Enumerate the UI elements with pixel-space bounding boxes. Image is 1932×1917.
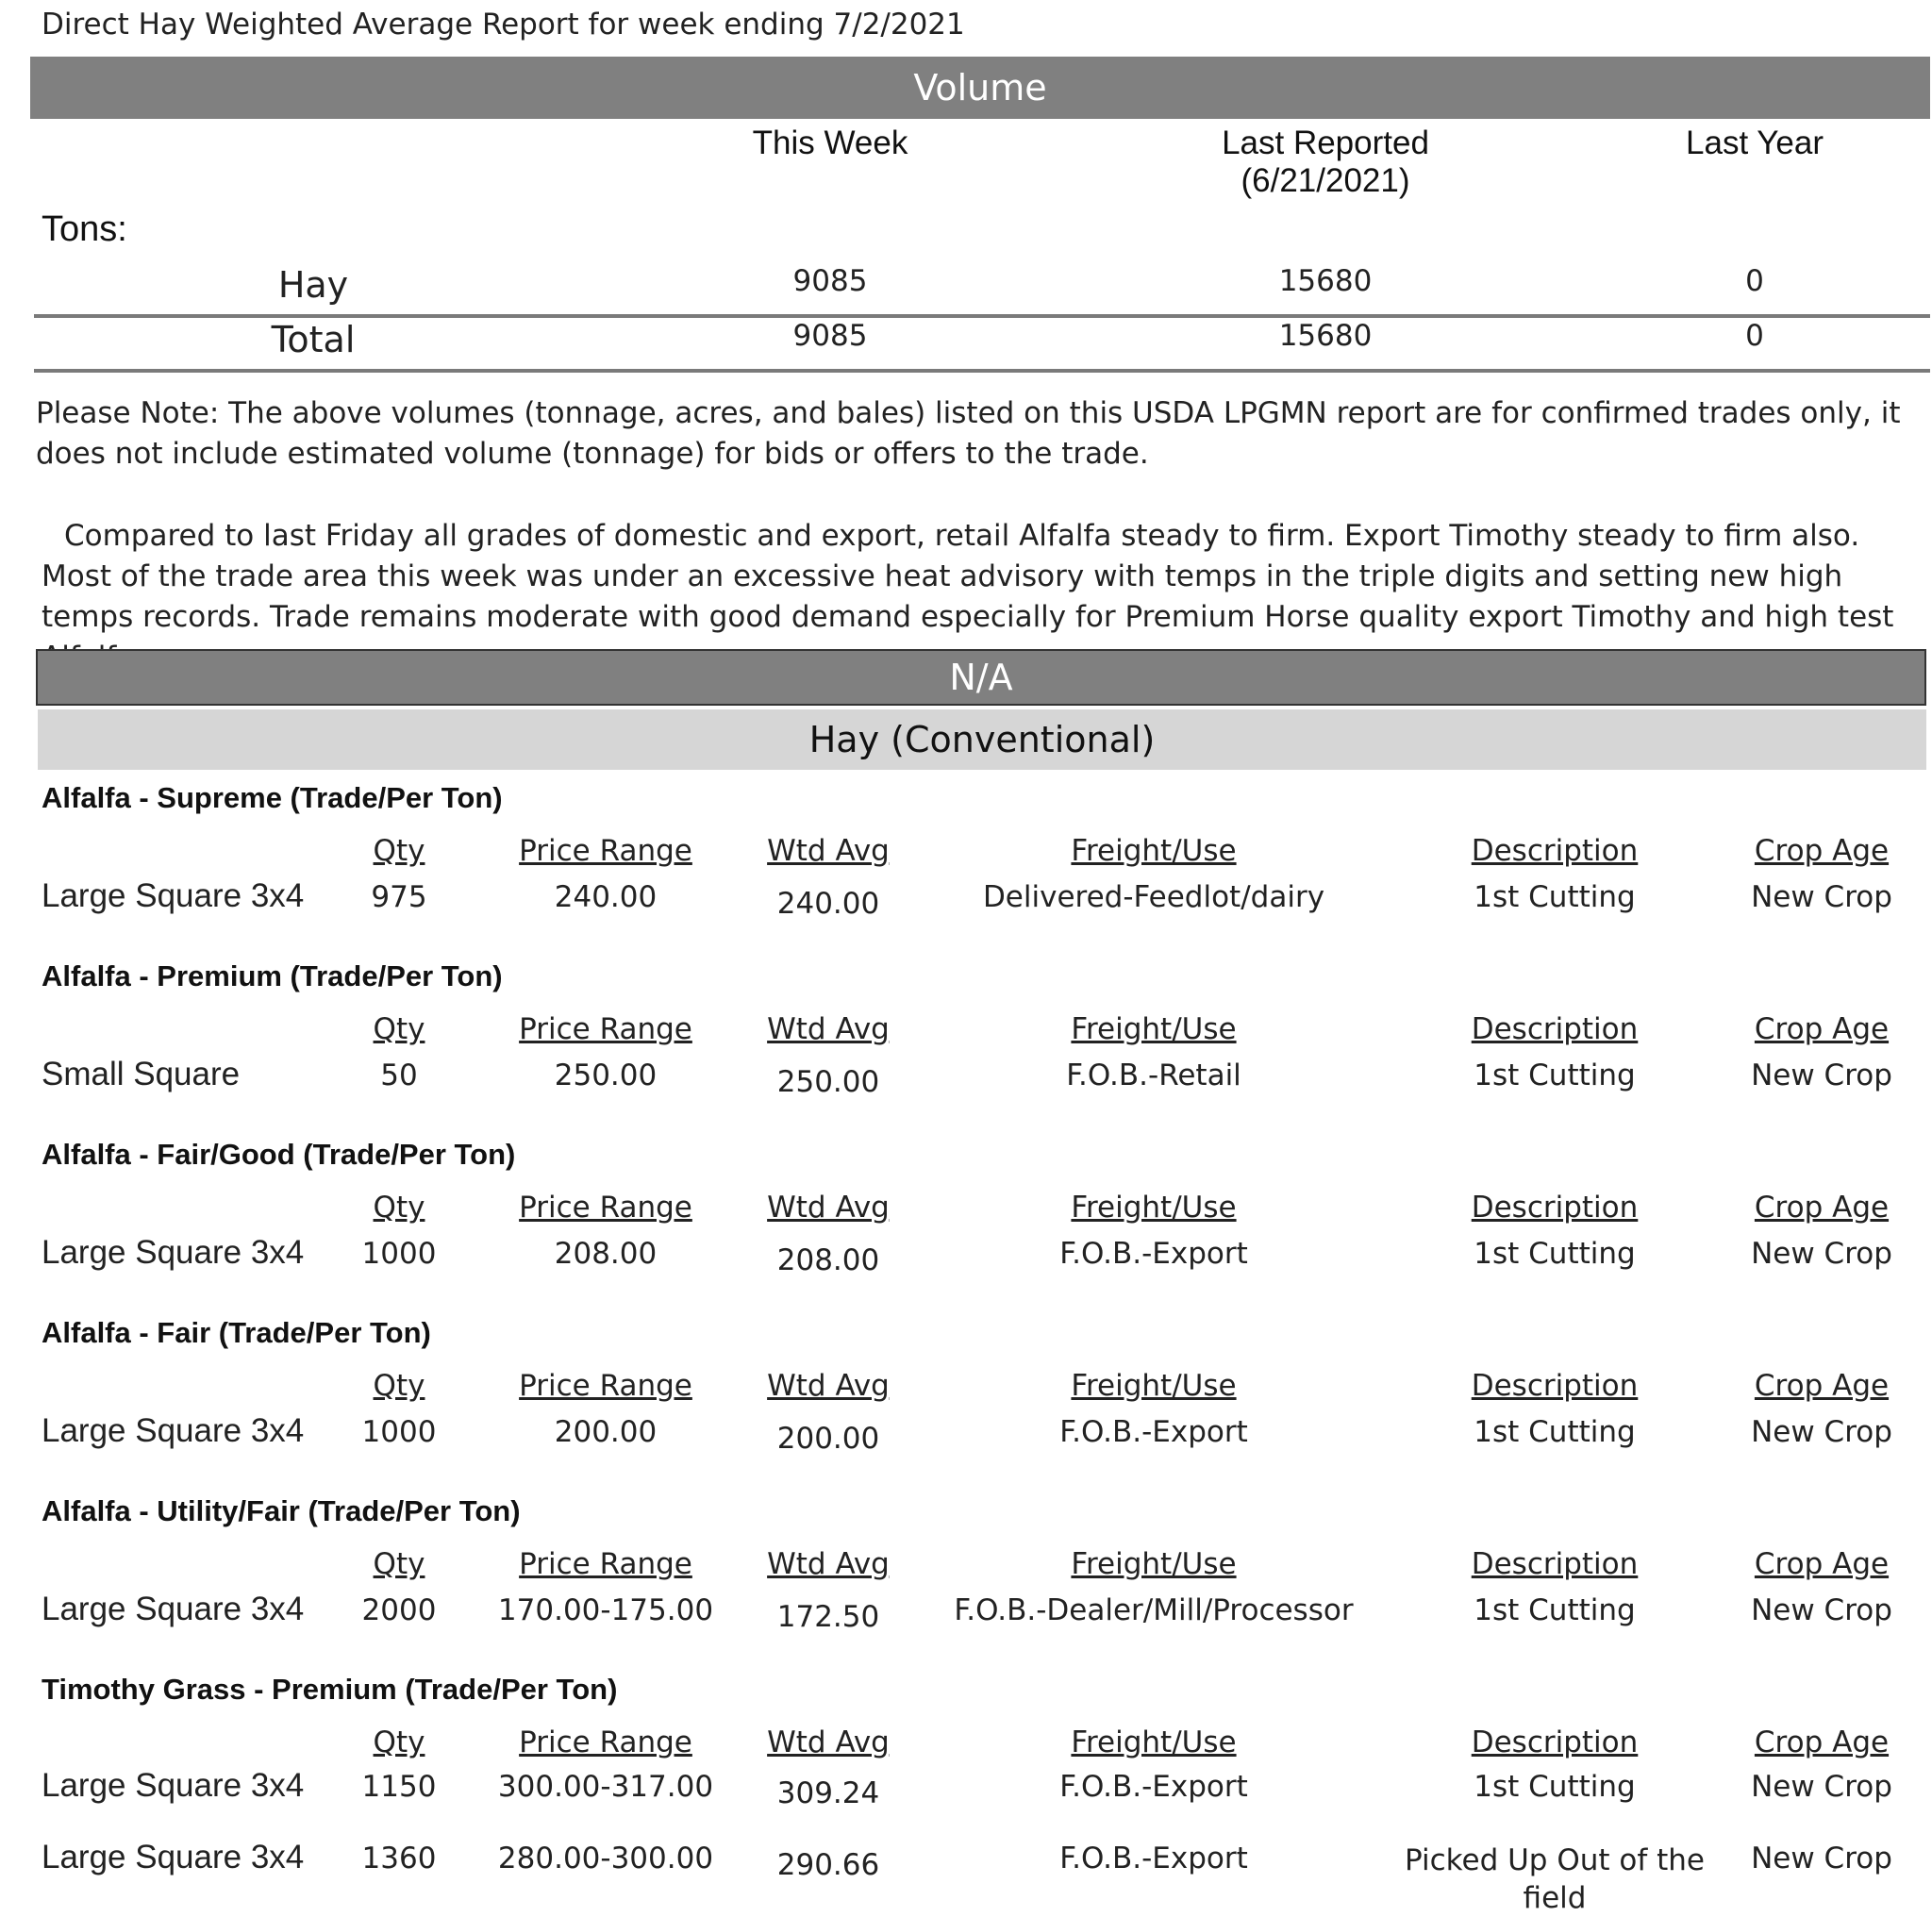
section-title: Alfalfa - Premium (Trade/Per Ton) [42,959,503,992]
freight-cell: F.O.B.-Dealer/Mill/Processor [954,1593,1354,1627]
qty-cell: 1150 [361,1770,437,1804]
package-type: Large Square 3x4 [42,1591,305,1627]
region-heading: N/A [949,657,1013,698]
qty-cell: 1000 [361,1415,437,1449]
price-range-cell: 170.00-175.00 [497,1593,714,1627]
description-cell: 1st Cutting [1474,1770,1636,1804]
crop-age-cell: New Crop [1751,1770,1892,1804]
header-price-range: Price Range [519,1725,692,1759]
section-title: Alfalfa - Utility/Fair (Trade/Per Ton) [42,1494,521,1527]
header-qty: Qty [373,1725,425,1759]
section-title: Alfalfa - Fair/Good (Trade/Per Ton) [42,1138,516,1171]
wtd-avg-cell: 172.50 [776,1600,880,1634]
qty-cell: 2000 [361,1593,437,1627]
header-crop-age: Crop Age [1754,834,1890,868]
header-qty: Qty [373,1369,425,1403]
header-price-range: Price Range [519,1012,692,1046]
qty-cell: 1000 [361,1237,437,1271]
header-crop-age: Crop Age [1754,1547,1890,1581]
volume-total-this-week: 9085 [792,319,868,353]
col-last-reported: Last Reported [1222,125,1429,161]
header-price-range: Price Range [519,1369,692,1403]
header-price-range: Price Range [519,1191,692,1225]
description-cell: Picked Up Out of the field [1404,1843,1705,1915]
volume-last-reported: 15680 [1278,264,1373,298]
header-price-range: Price Range [519,1547,692,1581]
section-title: Alfalfa - Supreme (Trade/Per Ton) [42,781,503,814]
volume-bottom-rule [34,369,1930,373]
header-description: Description [1471,1369,1639,1403]
price-range-cell: 200.00 [554,1415,658,1449]
report-title: Direct Hay Weighted Average Report for week ending 7/2/2021 [42,8,965,42]
price-range-cell: 240.00 [554,880,658,914]
col-last-reported-date: (6/21/2021) [1241,162,1410,199]
section-title: Alfalfa - Fair (Trade/Per Ton) [42,1316,431,1349]
header-freight-use: Freight/Use [1071,1725,1237,1759]
header-qty: Qty [373,1191,425,1225]
header-freight-use: Freight/Use [1071,1369,1237,1403]
description-cell: 1st Cutting [1474,1237,1636,1271]
description-cell: 1st Cutting [1474,1059,1636,1092]
header-wtd-avg: Wtd Avg [767,1191,890,1225]
price-range-cell: 208.00 [554,1237,658,1271]
wtd-avg-cell: 290.66 [776,1848,880,1882]
header-price-range: Price Range [519,834,692,868]
header-wtd-avg: Wtd Avg [767,1012,890,1046]
volume-total-label: Total [271,319,356,360]
col-this-week: This Week [752,125,908,161]
qty-cell: 50 [380,1059,418,1092]
qty-cell: 975 [371,880,427,914]
header-freight-use: Freight/Use [1071,834,1237,868]
crop-age-cell: New Crop [1751,880,1892,914]
package-type: Large Square 3x4 [42,1234,305,1271]
wtd-avg-cell: 208.00 [776,1243,880,1277]
header-freight-use: Freight/Use [1071,1012,1237,1046]
freight-cell: F.O.B.-Retail [1066,1059,1241,1092]
header-description: Description [1471,1191,1639,1225]
header-description: Description [1471,1725,1639,1759]
category-heading: Hay (Conventional) [808,719,1156,760]
price-range-cell: 300.00-317.00 [497,1770,714,1804]
package-type: Large Square 3x4 [42,1412,305,1449]
header-description: Description [1471,834,1639,868]
section-title: Timothy Grass - Premium (Trade/Per Ton) [42,1673,618,1706]
header-freight-use: Freight/Use [1071,1191,1237,1225]
price-range-cell: 250.00 [554,1059,658,1092]
qty-cell: 1360 [361,1842,437,1875]
wtd-avg-cell: 309.24 [776,1776,880,1810]
crop-age-cell: New Crop [1751,1842,1892,1875]
market-commentary: Compared to last Friday all grades of domestic and export, retail Alfalfa steady to firm. Export Timothy steady to firm also. Most of the trade area this week was under an excessive heat advisory with temps in the triple digits and setting new high temps records. Trade remains moderate with good demand especially for Premium Horse quality export Timothy and high test [42,519,1894,634]
header-crop-age: Crop Age [1754,1369,1890,1403]
header-crop-age: Crop Age [1754,1191,1890,1225]
wtd-avg-cell: 200.00 [776,1422,880,1456]
col-last-year: Last Year [1686,125,1824,161]
crop-age-cell: New Crop [1751,1415,1892,1449]
description-cell: 1st Cutting [1474,880,1636,914]
tons-label: Tons: [42,209,127,249]
volume-heading: Volume [913,67,1047,108]
volume-row-label: Hay [277,264,349,306]
header-qty: Qty [373,834,425,868]
wtd-avg-cell: 240.00 [776,887,880,921]
total-divider [34,314,1930,318]
package-type: Large Square 3x4 [42,877,305,914]
volume-total-last-year: 0 [1745,319,1764,353]
header-qty: Qty [373,1547,425,1581]
volume-this-week: 9085 [792,264,868,298]
header-wtd-avg: Wtd Avg [767,1725,890,1759]
package-type: Small Square [42,1056,241,1092]
crop-age-cell: New Crop [1751,1593,1892,1627]
volume-last-year: 0 [1745,264,1764,298]
header-wtd-avg: Wtd Avg [767,1369,890,1403]
price-range-cell: 280.00-300.00 [497,1842,714,1875]
header-wtd-avg: Wtd Avg [767,1547,890,1581]
freight-cell: F.O.B.-Export [1059,1237,1248,1271]
crop-age-cell: New Crop [1751,1059,1892,1092]
freight-cell: F.O.B.-Export [1059,1842,1248,1875]
wtd-avg-cell: 250.00 [776,1065,880,1099]
header-wtd-avg: Wtd Avg [767,834,890,868]
volume-note: Please Note: The above volumes (tonnage, acres, and bales) listed on this USDA LPGMN report are for confirmed trades only, it does not include estimated volume (tonnage) for bids or offers to the trade. [36,396,1901,471]
description-cell: 1st Cutting [1474,1415,1636,1449]
volume-total-last-reported: 15680 [1278,319,1373,353]
package-type: Large Square 3x4 [42,1839,305,1875]
description-cell: 1st Cutting [1474,1593,1636,1627]
crop-age-cell: New Crop [1751,1237,1892,1271]
freight-cell: F.O.B.-Export [1059,1770,1248,1804]
freight-cell: F.O.B.-Export [1059,1415,1248,1449]
header-freight-use: Freight/Use [1071,1547,1237,1581]
header-description: Description [1471,1547,1639,1581]
freight-cell: Delivered-Feedlot/dairy [982,880,1325,914]
header-qty: Qty [373,1012,425,1046]
header-description: Description [1471,1012,1639,1046]
header-crop-age: Crop Age [1754,1725,1890,1759]
package-type: Large Square 3x4 [42,1767,305,1804]
header-crop-age: Crop Age [1754,1012,1890,1046]
